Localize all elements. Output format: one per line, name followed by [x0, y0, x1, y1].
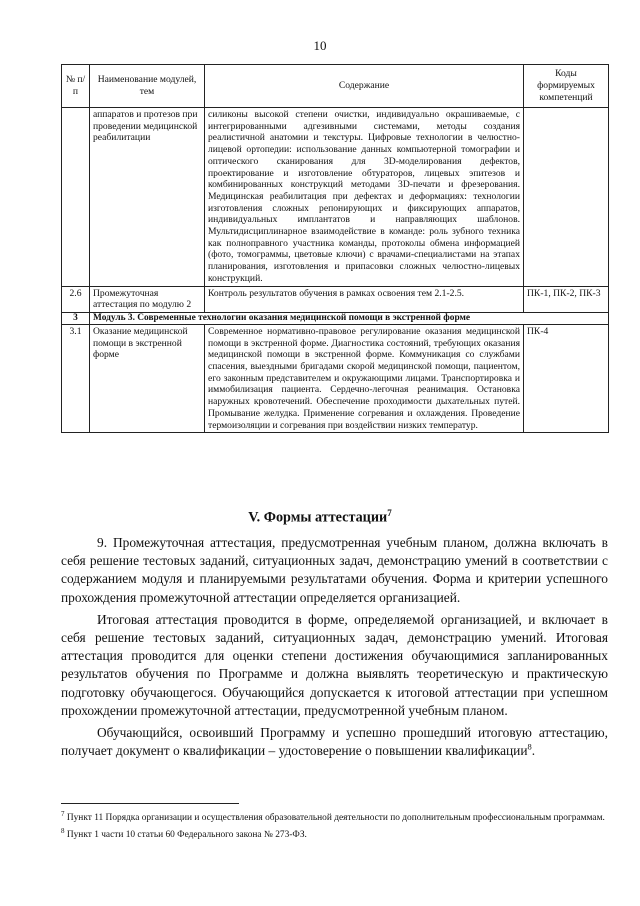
- section-title-text: V. Формы аттестации: [248, 509, 388, 526]
- row-content: силиконы высокой степени очистки, индивидуально окрашиваемые, с интегрированными адгезивными системами, методы создания реалистичной анатомии и текстуры. Цифровые технологии в челюстно-лицевой ортопедии: использование данных компьютерной томографии и оптического сканирования для 3D-моделирования дефектов, проектирование и изготовление обтураторов, лицевых эпитезов и комбинированных конструкций методами 3D-печати и фрезерования. Медицинская реабилитация при дефектах и деформациях: технологии изготовления сложных репонирующих и фиксирующих аппаратов, индивидуальных имплантатов и направляющих шаблонов. Мультидисциплинарное взаимодействие в команде: роль зубного техника как полноправного участника команды, протоколы обмена информацией (фото, томограммы, цветовые ключи) с врачами-специалистами на этапах планирования, изготовления и припасовки сложных челюстно-лицевых конструкций.: [205, 108, 524, 287]
- table-header-row: [62, 65, 609, 108]
- page-number: 10: [313, 38, 327, 53]
- table-row: [62, 286, 609, 312]
- footnote-mark: 7: [61, 810, 65, 818]
- header-codes: Коды формируемых компетенций: [524, 65, 609, 108]
- paragraph: 9. Промежуточная аттестация, предусмотренная учебным планом, должна включать в себя решение тестовых заданий, ситуационных задач, демонстрацию умений в соответствии с содержанием модуля и планируемыми результатами обучения. Форма и критерии успешного прохождения промежуточной аттестации определяется организацией.: [61, 535, 608, 605]
- header-num: № п/п: [62, 65, 90, 108]
- row-num: [62, 108, 90, 287]
- section-title: [0, 508, 640, 527]
- paragraph: Итоговая аттестация проводится в форме, определяемой организацией, и включает в себя решение тестовых заданий, ситуационных задач, демонстрацию умений. Итоговая аттестация проводится для оценки степени достижения обучающимися запланированных результатов обучения по Программе и должна выявлять теоретическую и практическую подготовку обучающегося. Обучающийся допускается к итоговой аттестации при успешном прохождении промежуточной аттестации, предусмотренной учебным планом.: [61, 611, 608, 718]
- module-title: Модуль 3. Современные технологии оказания медицинской помощи в экстренной форме: [90, 312, 609, 324]
- row-codes: ПК-4: [524, 324, 609, 432]
- footnote-text: Пункт 11 Порядка организации и осуществления образовательной деятельности по дополнительным профессиональным программам.: [64, 813, 605, 824]
- paragraph: [61, 724, 608, 760]
- row-content: Контроль результатов обучения в рамках освоения тем 2.1-2.5.: [205, 286, 524, 312]
- paragraph-end: .: [531, 743, 536, 759]
- footnote-mark: 8: [61, 827, 65, 836]
- module-num: 3: [62, 312, 90, 324]
- footnotes: [61, 808, 608, 842]
- row-num: 3.1: [62, 324, 90, 432]
- module-header-row: [62, 312, 609, 324]
- footnote-ref: 7: [387, 508, 392, 518]
- footnote-ref: 8: [527, 741, 532, 752]
- row-name: аппаратов и протезов при проведении медицинской реабилитации: [90, 108, 205, 287]
- table-row: [62, 324, 609, 432]
- footnote-text: Пункт 1 части 10 статьи 60 Федерального закона № 273-ФЗ.: [64, 830, 307, 841]
- footnote: [61, 808, 608, 824]
- header-name: Наименование модулей, тем: [90, 65, 205, 108]
- table-row: [62, 108, 609, 287]
- row-name: Промежуточная аттестация по модулю 2: [90, 286, 205, 312]
- paragraph-text: Обучающийся, освоивший Программу и успешно прошедший итоговую аттестацию, получает документ о квалификации – удостоверение о повышении квалификации: [61, 725, 608, 759]
- footnote-divider: [61, 803, 239, 804]
- body-text: [61, 534, 608, 764]
- row-codes: [524, 108, 609, 287]
- header-content: Содержание: [205, 65, 524, 108]
- row-codes: ПК-1, ПК-2, ПК-3: [524, 286, 609, 312]
- footnote: [61, 825, 608, 841]
- curriculum-table: [61, 64, 609, 433]
- row-content: Современное нормативно-правовое регулирование оказания медицинской помощи в экстренной форме. Диагностика состояний, требующих оказания медицинской помощи в экстренной форме. Коммуникация со службами спасения, выездными бригадами скорой медицинской помощи, пациентом, его законным представителем и окружающими лицами. Транспортировка и иммобилизация пациента. Сердечно-легочная реанимация. Остановка наружных кровотечений. Обеспечение проходимости дыхательных путей. Промывание желудка. Применение согревания и охлаждения. Проведение термоизоляции и согревания при воздействии низких температур.: [205, 324, 524, 432]
- row-num: 2.6: [62, 286, 90, 312]
- row-name: Оказание медицинской помощи в экстренной форме: [90, 324, 205, 432]
